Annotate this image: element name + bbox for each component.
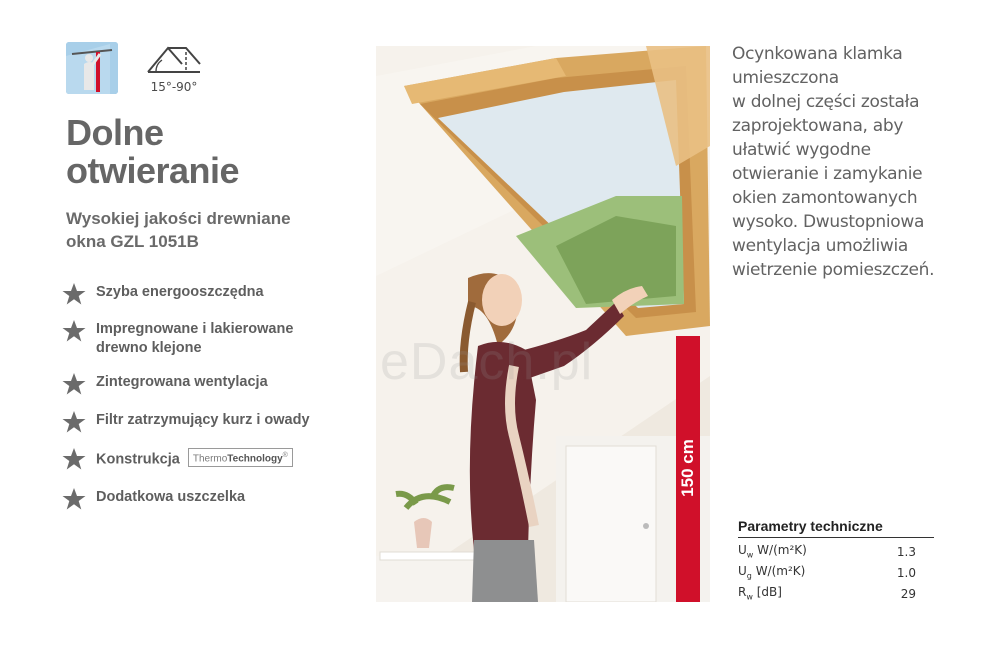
description-line: wysoko. Dwustopniowa [732,212,925,232]
spec-label [738,585,782,601]
feature-label: Dodatkowa uszczelka [96,489,246,506]
description-line: ułatwić wygodne [732,140,871,160]
spec-label [738,543,807,559]
spec-subscript: w [746,592,753,602]
star-icon [62,487,86,511]
feature-label-line-1: Impregnowane i lakierowane [96,321,294,337]
spec-value: 29 [900,586,916,601]
description-line: umieszczona [732,68,839,88]
star-icon [62,447,86,471]
feature-item [62,488,362,507]
star-icon [62,410,86,434]
feature-item [62,283,362,302]
spec-symbol: R [738,585,747,600]
page-title [66,114,346,190]
spec-unit: [dB] [752,585,782,600]
hand-opening-window-icon [66,42,118,94]
spec-value: 1.3 [896,544,916,559]
spec-unit: W/(m²K) [753,543,807,558]
feature-item [62,411,362,430]
star-icon [62,372,86,396]
thermotechnology-badge [188,448,293,467]
spec-unit: W/(m²K) [751,564,806,579]
spec-label [738,564,805,580]
feature-item [62,373,362,392]
badge-part-1: Thermo [192,453,228,465]
description-text [732,42,992,282]
product-photo [376,46,710,602]
feature-label: Szyba energooszczędna [96,284,264,300]
spec-row [738,583,934,604]
spec-value: 1.0 [896,565,916,580]
spec-subscript: g [746,571,752,581]
description-line: w dolnej części została [732,92,920,112]
description-line: wietrzenie pomieszczeń. [732,260,935,280]
technical-parameters-table [738,518,934,604]
badge-mark: ® [282,452,288,459]
feature-label: Konstrukcja [96,451,180,468]
feature-label: Zintegrowana wentylacja [96,374,268,390]
spec-symbol: U [738,543,747,558]
height-label [676,418,700,518]
spec-subscript: w [746,550,754,560]
description-line: otwieranie i zamykanie [732,164,923,184]
feature-item [62,320,362,358]
page-subtitle [66,207,346,253]
description-line: okien zamontowanych [732,188,918,208]
description-line: Ocynkowana klamka [732,44,903,64]
feature-label-line-2: drewno klejone [96,340,202,356]
subtitle-line-2: okna GZL 1051B [66,232,199,251]
description-line: wentylacja umożliwia [732,236,909,256]
star-icon [62,282,86,306]
roof-angle-range: 15°-90° [150,80,198,94]
title-line-1: Dolne [66,112,164,153]
spec-row [738,562,934,583]
badge-part-2: Technology [227,453,283,465]
subtitle-line-1: Wysokiej jakości drewniane [66,209,291,228]
specs-title: Parametry techniczne [738,518,934,538]
description-line: zaprojektowana, aby [732,116,904,136]
spec-symbol: U [738,564,747,579]
feature-list [62,283,362,507]
feature-label: Filtr zatrzymujący kurz i owady [96,412,310,428]
height-label-text: 150 cm [678,439,698,497]
spec-row [738,541,934,562]
star-icon [62,319,86,343]
title-line-2: otwieranie [66,150,240,191]
feature-item [62,448,362,469]
